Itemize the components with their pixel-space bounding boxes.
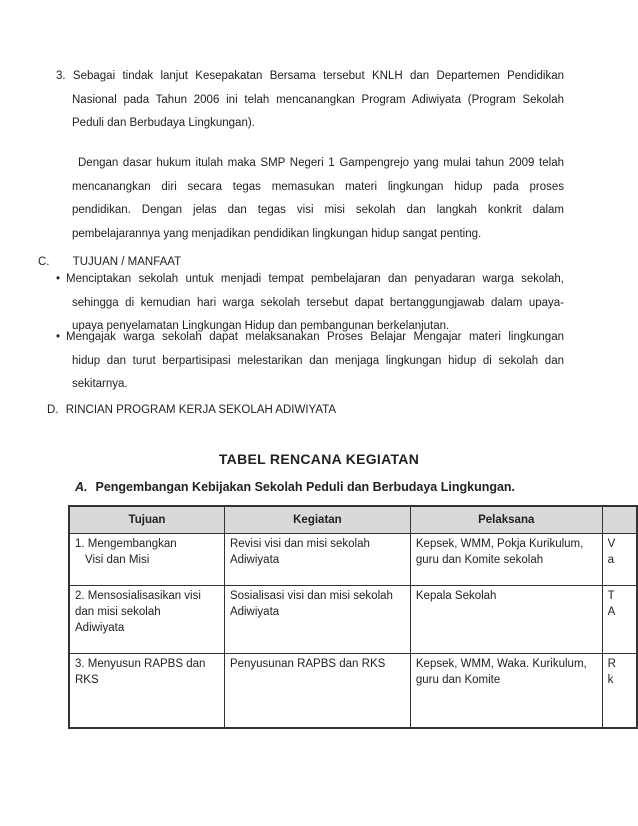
cell-extra xyxy=(602,654,637,728)
item-3-line: Nasional pada Tahun 2006 ini telah mencanangkan Program Adiwiyata (Program Sekolah xyxy=(72,93,564,106)
legal-basis-line: pembelajarannya yang menjadikan pendidikan lingkungan hidup sangat penting. xyxy=(72,227,482,240)
cell-line: Penyusunan RAPBS dan RKS xyxy=(229,658,386,670)
cell-line: Kepala Sekolah xyxy=(415,590,497,602)
bullet-item xyxy=(56,326,564,397)
cell-line: 3. Menyusun RAPBS dan xyxy=(75,658,206,670)
cell-line: V xyxy=(607,538,616,550)
item-3-line: 3. Sebagai tindak lanjut Kesepakatan Bersama tersebut KNLH dan Departemen Pendidikan xyxy=(56,70,564,82)
bullet-line: Menciptakan sekolah untuk menjadi tempat pembelajaran dan penyadaran warga sekolah, xyxy=(66,273,564,285)
item-3-line: Peduli dan Berbudaya Lingkungan). xyxy=(72,117,255,129)
table-row xyxy=(69,654,637,728)
cell-line: Adiwiyata xyxy=(229,606,280,618)
cell-line: Visi dan Misi xyxy=(85,554,150,566)
cell-kegiatan xyxy=(224,586,410,654)
cell-tujuan xyxy=(69,534,224,586)
subsection-letter: A. xyxy=(75,480,88,494)
cell-line: R xyxy=(607,658,616,670)
cell-pelaksana xyxy=(410,586,602,654)
cell-line: a xyxy=(607,554,614,566)
header-extra xyxy=(602,506,637,534)
bullet-line: upaya penyelamatan Lingkungan Hidup dan pembangunan berkelanjutan. xyxy=(72,320,450,332)
bullet-line: sehingga di kemudian hari warga sekolah tersebut dapat bertanggungjawab dalam upaya- xyxy=(72,296,564,309)
cell-line: 1. Mengembangkan xyxy=(75,538,177,550)
subsection-heading xyxy=(75,480,515,494)
section-c-heading xyxy=(38,256,181,268)
bullet-line: hidup dan turut berpartisipasi melestarikan dan menjaga lingkungan hidup di sekolah dan xyxy=(72,354,564,367)
bullet-line: Mengajak warga sekolah dapat melaksanakan Proses Belajar Mengajar materi lingkungan xyxy=(66,331,564,343)
subsection-title: Pengembangan Kebijakan Sekolah Peduli dan Berbudaya Lingkungan. xyxy=(95,480,516,494)
cell-kegiatan xyxy=(224,534,410,586)
table-row xyxy=(69,534,637,586)
cell-line: k xyxy=(607,674,614,686)
cell-line: Revisi visi dan misi sekolah xyxy=(229,538,370,550)
cell-line: guru dan Komite sekolah xyxy=(415,554,544,566)
section-d-letter: D. xyxy=(47,404,59,416)
section-c-title: TUJUAN / MANFAAT xyxy=(72,256,182,268)
activity-plan-table xyxy=(68,505,638,729)
table-title: TABEL RENCANA KEGIATAN xyxy=(218,451,420,467)
section-d-title: RINCIAN PROGRAM KERJA SEKOLAH ADIWIYATA xyxy=(65,404,337,416)
legal-basis-line: Dengan dasar hukum itulah maka SMP Negeri 1 Gampengrejo yang mulai tahun 2009 telah xyxy=(78,157,564,169)
cell-extra xyxy=(602,586,637,654)
bullet-text xyxy=(66,326,564,397)
legal-basis-line: pendidikan. Dengan jelas dan tegas visi misi sekolah dan langkah konkrit dalam xyxy=(72,204,564,216)
header-tujuan: Tujuan xyxy=(69,506,224,534)
cell-pelaksana xyxy=(410,534,602,586)
section-c-letter: C. xyxy=(38,256,50,268)
cell-pelaksana xyxy=(410,654,602,728)
item-3-paragraph xyxy=(56,65,564,136)
cell-kegiatan xyxy=(224,654,410,728)
cell-line: guru dan Komite xyxy=(415,674,501,686)
section-d-heading xyxy=(47,404,336,416)
cell-extra xyxy=(602,534,637,586)
cell-line: 2. Mensosialisasikan visi xyxy=(75,590,201,602)
cell-line: Sosialisasi visi dan misi sekolah xyxy=(229,590,393,602)
cell-line: dan misi sekolah xyxy=(75,606,161,618)
cell-line: Adiwiyata xyxy=(75,622,125,634)
table-row xyxy=(69,586,637,654)
cell-tujuan xyxy=(69,654,224,728)
cell-line: T xyxy=(607,590,615,602)
legal-basis-line: mencanangkan diri secara tegas memasukan materi lingkungan hidup pada proses xyxy=(72,180,564,193)
header-pelaksana: Pelaksana xyxy=(410,506,602,534)
bullet-dot-icon: • xyxy=(56,331,61,343)
cell-tujuan xyxy=(69,586,224,654)
table-header-row xyxy=(69,506,637,534)
cell-line: A xyxy=(607,606,616,618)
cell-line: Kepsek, WMM, Waka. Kurikulum, xyxy=(415,658,587,670)
header-kegiatan: Kegiatan xyxy=(224,506,410,534)
legal-basis-paragraph xyxy=(72,152,564,246)
bullet-line: sekitarnya. xyxy=(72,378,128,390)
cell-line: Adiwiyata xyxy=(229,554,280,566)
cell-line: RKS xyxy=(75,674,99,686)
bullet-dot-icon: • xyxy=(56,273,61,285)
cell-line: Kepsek, WMM, Pokja Kurikulum, xyxy=(415,538,584,550)
